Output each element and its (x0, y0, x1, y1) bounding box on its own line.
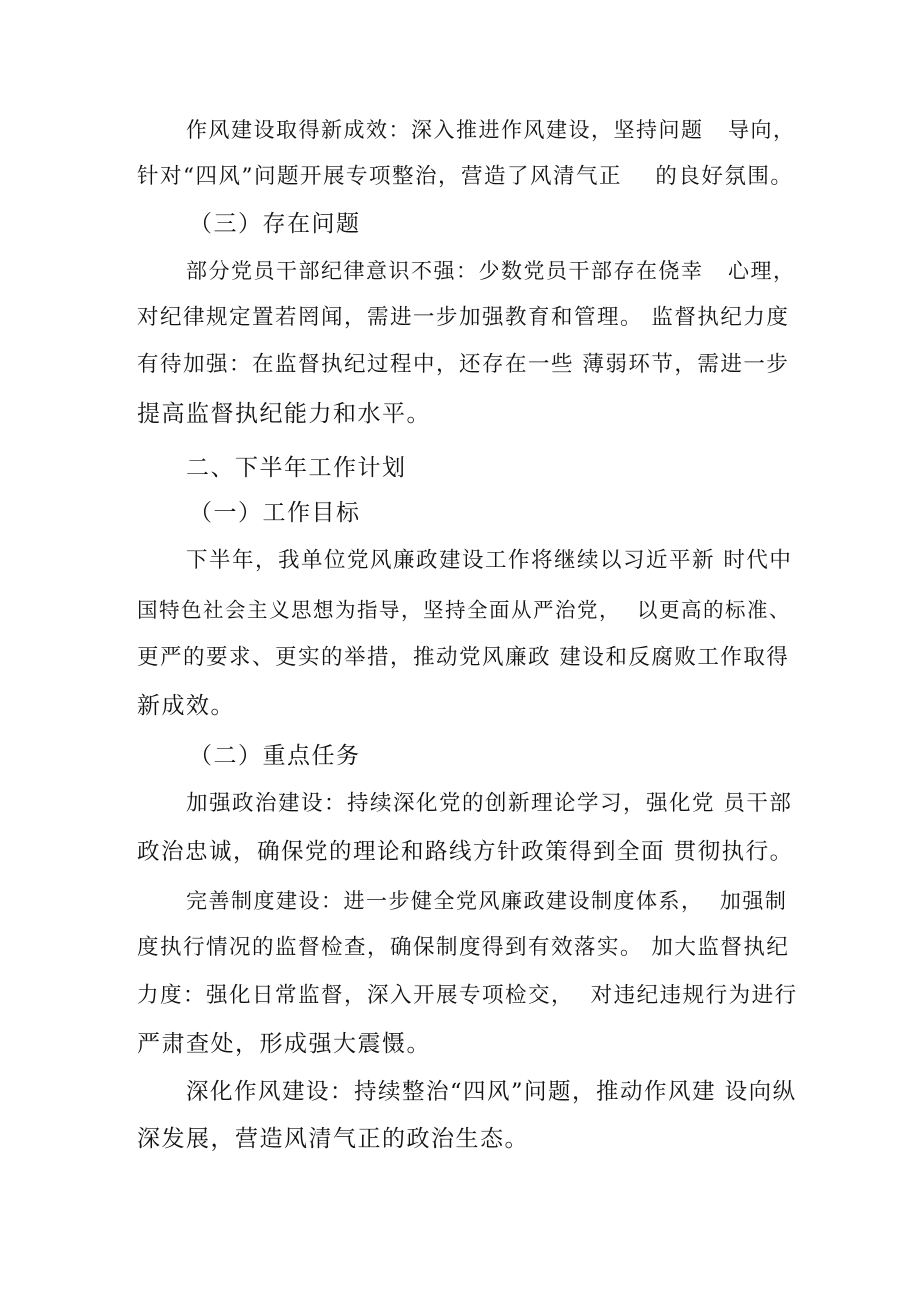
body-paragraph-line: 下半年，我单位党风廉政建设工作将继续以习近平新 时代中 (186, 548, 793, 573)
body-paragraph-line: 度执行情况的监督检查，确保制度得到有效落实。 加大监督执纪 (137, 935, 790, 960)
body-paragraph-line: 针对“四风”问题开展专项整治，营造了风清气正 的良好氛围。 (137, 164, 794, 189)
body-paragraph-line: 严肃查处，形成强大震慑。 (137, 1031, 431, 1057)
body-paragraph-line: 完善制度建设：进一步健全党风廉政建设制度体系， 加强制 (186, 889, 788, 913)
body-paragraph-line: 力度：强化日常监督，深入开展专项检交， 对违纪违规行为进行 (137, 983, 798, 1008)
section-heading: 二、下半年工作计划 (186, 455, 407, 481)
section-subheading: （一）工作目标 (189, 500, 361, 526)
body-paragraph-line: 对纪律规定置若罔闻，需进一步加强教育和管理。 监督执纪力度 (137, 305, 790, 330)
body-paragraph-line: 提高监督执纪能力和水平。 (137, 401, 431, 427)
body-paragraph-line: 深发展，营造风清气正的政治生态。 (137, 1126, 529, 1152)
body-paragraph-line: 新成效。 (137, 693, 235, 719)
section-subheading: （二）重点任务 (189, 743, 361, 769)
body-paragraph-line: 部分党员干部纪律意识不强：少数党员干部存在侥幸 心理， (186, 259, 796, 283)
body-paragraph-line: 有待加强：在监督执纪过程中，还存在一些 薄弱环节，需进一步 (137, 352, 790, 377)
body-paragraph-line: 加强政治建设：持续深化党的创新理论学习，强化党 员干部 (186, 791, 793, 816)
body-paragraph-line: 国特色社会主义思想为指导，坚持全面从严治党， 以更高的标准、 (137, 598, 792, 622)
body-paragraph-line: 政治忠诚，确保党的理论和路线方针政策得到全面 贯彻执行。 (137, 839, 794, 865)
section-subheading: （三）存在问题 (189, 211, 361, 237)
body-paragraph-line: 作风建设取得新成效：深入推进作风建设，坚持问题 导向， (186, 118, 796, 142)
body-paragraph-line: 深化作风建设：持续整治“四风”问题，推动作风建 设向纵 (186, 1079, 797, 1105)
body-paragraph-line: 更严的要求、更实的举措，推动党风廉政 建设和反腐败工作取得 (137, 645, 790, 670)
